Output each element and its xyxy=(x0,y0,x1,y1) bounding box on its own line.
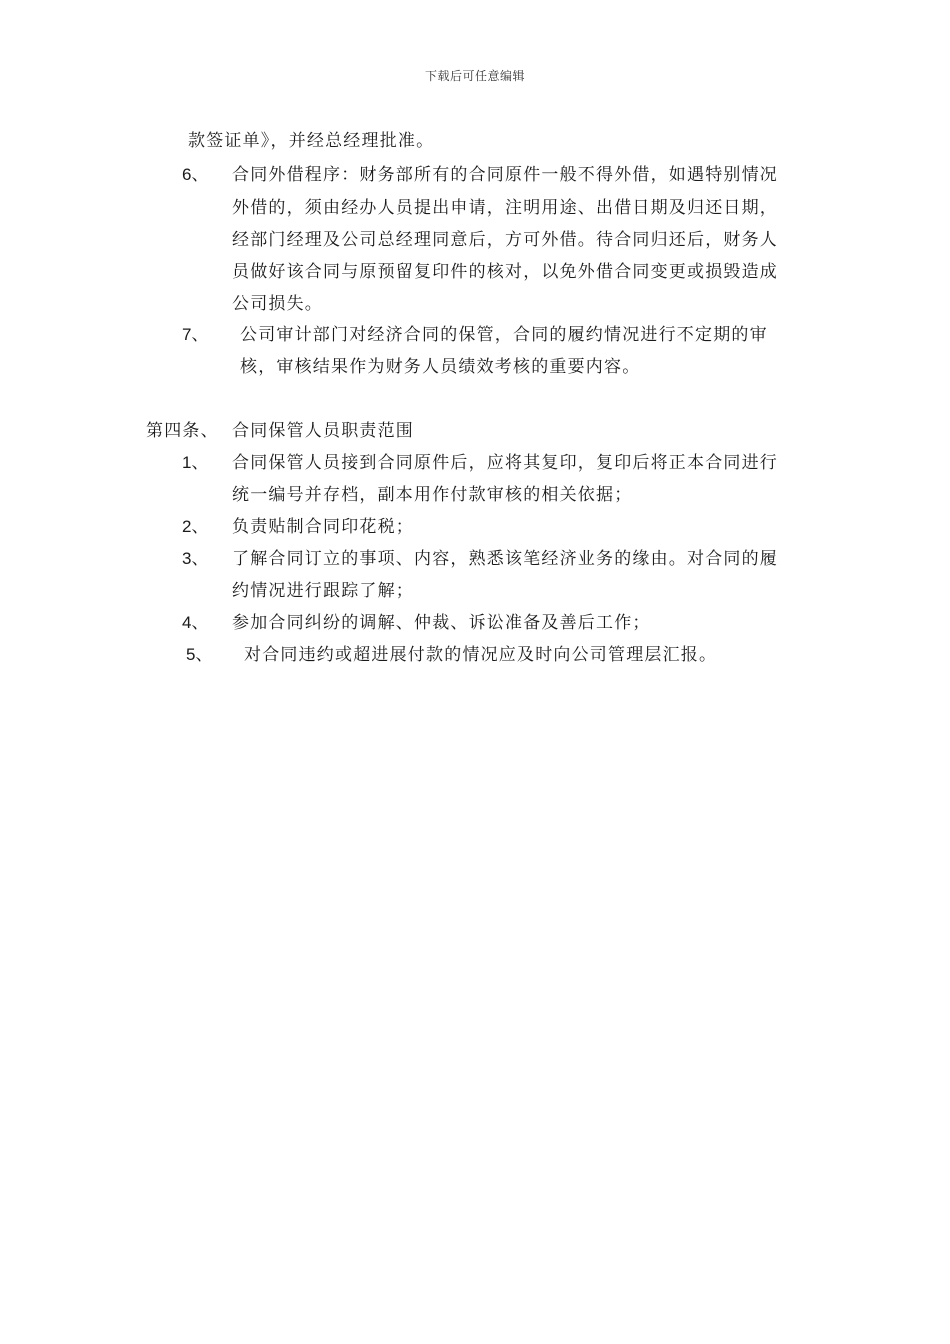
article-4-item-3-line-2: 约情况进行跟踪了解； xyxy=(232,581,414,601)
article-4-item-3-line-1: 了解合同订立的事项、内容，熟悉该笔经济业务的缘由。对合同的履 xyxy=(232,549,778,569)
article-4-title: 合同保管人员职责范围 xyxy=(232,421,414,441)
article-4-item-2-line-1: 负责贴制合同印花税； xyxy=(232,517,414,537)
item-7-number: 7、 xyxy=(182,325,209,344)
item-6-line-1: 合同外借程序：财务部所有的合同原件一般不得外借，如遇特别情况 xyxy=(232,165,778,185)
article-4-item-5-line-1: 对合同违约或超进展付款的情况应及时向公司管理层汇报。 xyxy=(244,645,718,665)
article-4-label: 第四条、 xyxy=(146,421,219,441)
item-6-line-2: 外借的，须由经办人员提出申请，注明用途、出借日期及归还日期， xyxy=(232,198,778,218)
continuation-text: 款签证单》，并经总经理批准。 xyxy=(188,131,435,151)
item-7-line-1: 公司审计部门对经济合同的保管，合同的履约情况进行不定期的审 xyxy=(240,325,768,345)
item-6-line-4: 员做好该合同与原预留复印件的核对，以免外借合同变更或损毁造成 xyxy=(232,262,778,282)
article-4-item-4-number: 4、 xyxy=(182,613,209,632)
article-4-item-4-line-1: 参加合同纠纷的调解、仲裁、诉讼准备及善后工作； xyxy=(232,613,651,633)
article-4-item-1-number: 1、 xyxy=(182,453,209,472)
item-7-line-2: 核，审核结果作为财务人员绩效考核的重要内容。 xyxy=(240,357,641,377)
article-4-item-5-number: 5、 xyxy=(186,645,213,664)
item-6-line-3: 经部门经理及公司总经理同意后，方可外借。待合同归还后，财务人 xyxy=(232,230,778,250)
item-6-line-5: 公司损失。 xyxy=(232,294,323,314)
page-header: 下载后可任意编辑 xyxy=(424,69,525,83)
article-4-item-1-line-1: 合同保管人员接到合同原件后，应将其复印，复印后将正本合同进行 xyxy=(232,453,778,473)
item-6-number: 6、 xyxy=(182,165,209,184)
article-4-item-3-number: 3、 xyxy=(182,549,209,568)
article-4-item-2-number: 2、 xyxy=(182,517,209,536)
article-4-item-1-line-2: 统一编号并存档，副本用作付款审核的相关依据； xyxy=(232,485,633,505)
